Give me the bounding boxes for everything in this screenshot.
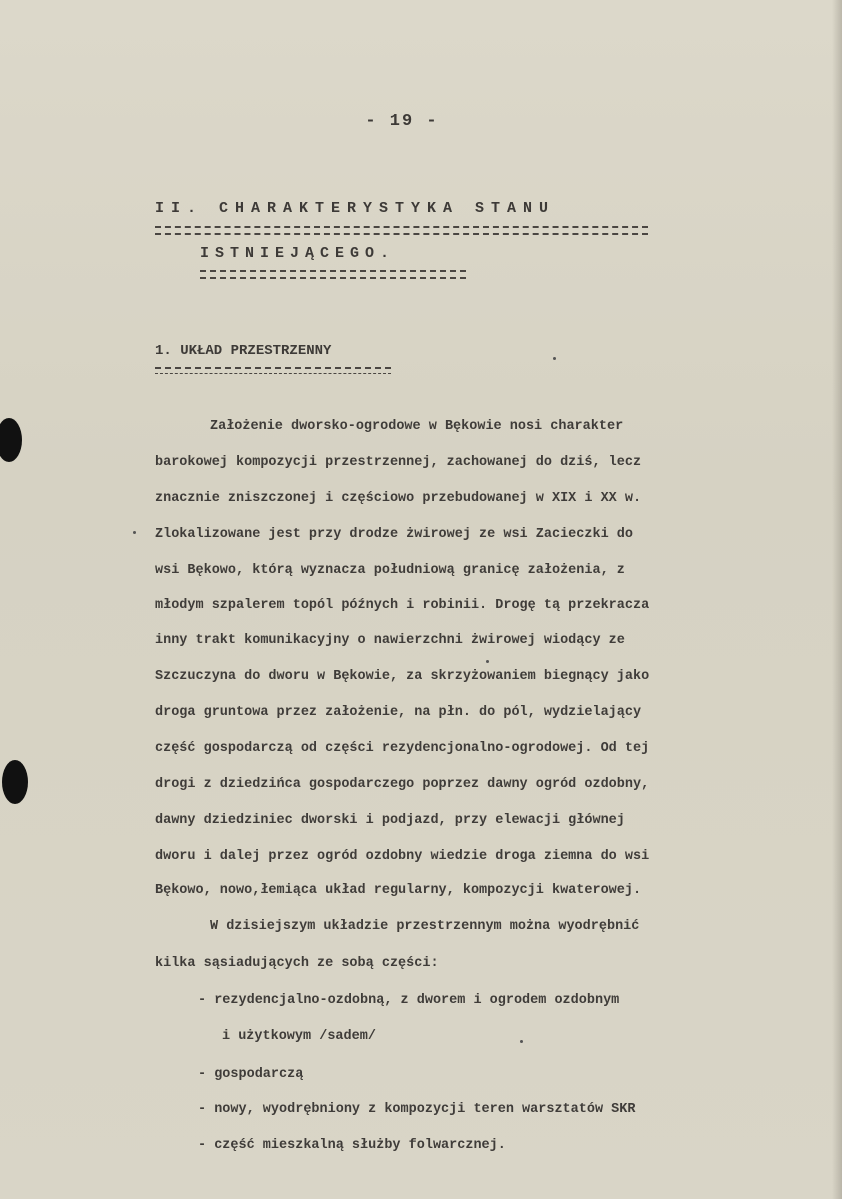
body-line: znacznie zniszczonej i częściowo przebudowanej w XIX i XX w.	[155, 491, 642, 506]
body-line: Założenie dworsko-ogrodowe w Bękowie nosi charakter	[210, 419, 624, 434]
body-line: W dzisiejszym układzie przestrzennym można wyodrębnić	[210, 919, 640, 934]
body-line: droga gruntowa przez założenie, na płn. do pól, wydzielający	[155, 705, 642, 720]
body-line: drogi z dziedzińca gospodarczego poprzez dawny ogród ozdobny,	[155, 777, 650, 792]
body-line: kilka sąsiadujących ze sobą części:	[155, 956, 439, 971]
body-line: wsi Bękowo, którą wyznacza południową granicę założenia, z	[155, 563, 625, 578]
list-item-continuation: i użytkowym /sadem/	[222, 1029, 376, 1044]
body-line: dworu i dalej przez ogród ozdobny wiedzie droga ziemna do wsi	[155, 849, 650, 864]
ink-speck	[520, 1040, 523, 1043]
list-item: - rezydencjalno-ozdobną, z dworem i ogrodem ozdobnym	[198, 993, 620, 1008]
body-line: Zlokalizowane jest przy drodze żwirowej ze wsi Zacieczki do	[155, 527, 633, 542]
ink-speck	[486, 660, 489, 663]
punch-hole-bottom	[2, 760, 28, 804]
chapter-underline-1	[155, 226, 648, 235]
list-item: - część mieszkalną służby folwarcznej.	[198, 1138, 506, 1153]
list-item: - nowy, wyodrębniony z kompozycji teren warsztatów SKR	[198, 1102, 636, 1117]
chapter-title-line2: ISTNIEJĄCEGO.	[200, 245, 396, 262]
chapter-underline-2	[200, 270, 466, 279]
body-line: część gospodarczą od części rezydencjonalno-ogrodowej. Od tej	[155, 741, 650, 756]
body-line: Bękowo, nowo,łemiąca układ regularny, kompozycji kwaterowej.	[155, 883, 642, 898]
body-line: inny trakt komunikacyjny o nawierzchni żwirowej wiodący ze	[155, 633, 625, 648]
list-item: - gospodarczą	[198, 1067, 304, 1082]
section-heading: 1. UKŁAD PRZESTRZENNY	[155, 343, 332, 359]
page-number: - 19 -	[365, 112, 439, 131]
ink-speck	[553, 357, 556, 360]
body-line: barokowej kompozycji przestrzennej, zachowanej do dziś, lecz	[155, 455, 642, 470]
page-edge-shadow	[832, 0, 842, 1199]
body-line: dawny dziedziniec dworski i podjazd, przy elewacji głównej	[155, 813, 625, 828]
chapter-title-line1: II. CHARAKTERYSTYKA STANU	[155, 200, 556, 217]
ink-speck	[133, 531, 136, 534]
body-line: Szczuczyna do dworu w Bękowie, za skrzyżowaniem biegnący jako	[155, 669, 650, 684]
punch-hole-top	[0, 418, 22, 462]
body-line: młodym szpalerem topól późnych i robinii. Drogę tą przekracza	[155, 598, 650, 613]
section-underline	[155, 367, 391, 374]
